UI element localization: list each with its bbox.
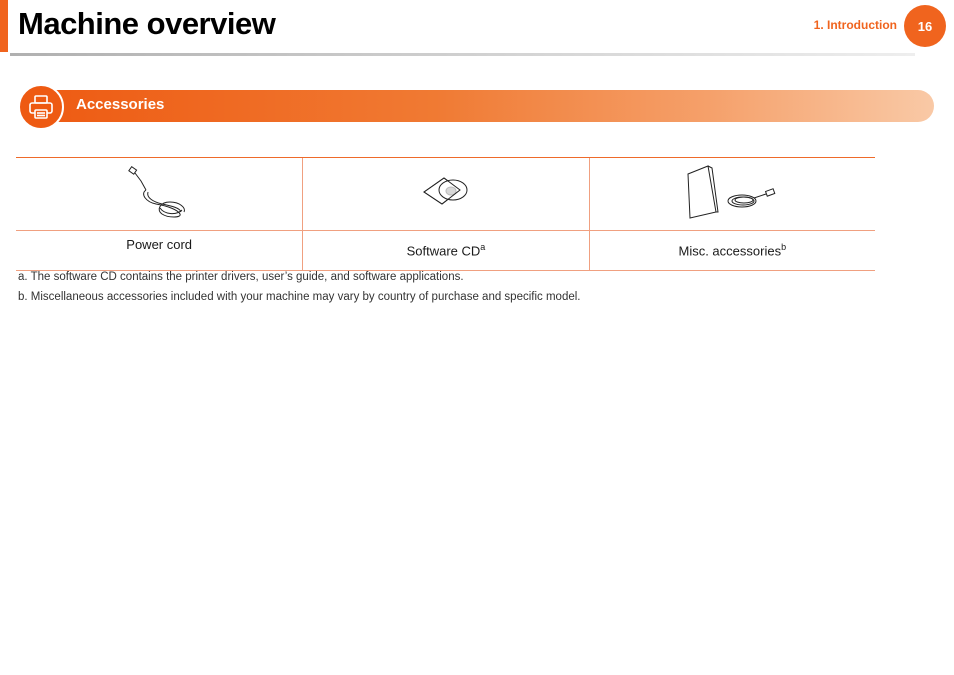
- accessories-table: [16, 157, 875, 271]
- table-cell: [303, 158, 589, 231]
- table-row: [16, 231, 875, 271]
- footnote-ref[interactable]: b: [781, 242, 787, 253]
- footnote: a. The software CD contains the printer drivers, user’s guide, and software applications.: [18, 271, 464, 283]
- chapter-link[interactable]: 1. Introduction: [813, 18, 897, 32]
- table-cell: [303, 231, 589, 271]
- page-title: Machine overview: [18, 6, 276, 41]
- footnote: b. Miscellaneous accessories included with your machine may vary by country of purchase and specific model.: [18, 291, 581, 303]
- page-number-badge: 16: [904, 5, 946, 47]
- header-accent-bar: [0, 0, 8, 52]
- item-label: Misc. accessories: [678, 243, 782, 259]
- table-cell: [589, 231, 875, 271]
- item-label: Software CD: [406, 243, 481, 259]
- power-cord-icon: [124, 164, 194, 220]
- table-cell: [16, 158, 303, 231]
- section-title: Accessories: [76, 96, 165, 113]
- printer-icon: [18, 84, 64, 130]
- header-divider: [10, 53, 915, 56]
- table-row: [16, 158, 875, 231]
- cd-icon: [420, 172, 472, 212]
- item-label: Power cord: [126, 237, 193, 252]
- table-cell: [589, 158, 875, 231]
- booklet-cable-icon: [682, 162, 782, 222]
- footnote-ref[interactable]: a: [480, 242, 486, 253]
- table-cell: [16, 231, 303, 271]
